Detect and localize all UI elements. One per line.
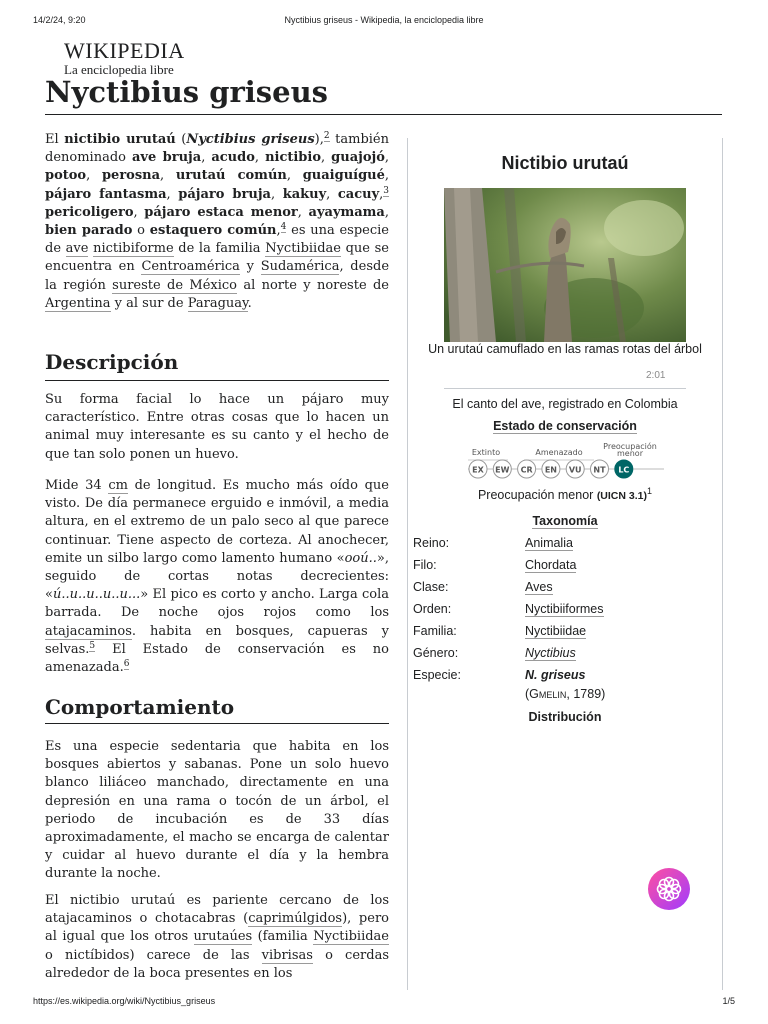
authority-link[interactable]: Gmelin bbox=[529, 687, 567, 701]
ref-link[interactable]: 3 bbox=[383, 185, 390, 196]
section-divider bbox=[45, 380, 389, 381]
taxonomy-value[interactable]: Nyctibiidae bbox=[525, 624, 587, 638]
status-code-ew: EW bbox=[495, 465, 510, 475]
ref-link[interactable]: 1 bbox=[647, 486, 653, 496]
taxonomy-value[interactable]: Nyctibius bbox=[525, 646, 576, 660]
audio-duration: 2:01 bbox=[646, 370, 666, 381]
audio-caption: El canto del ave, registrado en Colombia bbox=[452, 397, 678, 411]
heading-comportamiento: Comportamiento bbox=[45, 695, 235, 719]
link-argentina[interactable]: Argentina bbox=[45, 295, 111, 311]
link-paraguay[interactable]: Paraguay bbox=[187, 295, 248, 311]
ref-link[interactable]: 4 bbox=[280, 222, 287, 233]
print-date: 14/2/24, 9:20 bbox=[33, 15, 86, 25]
link-vibrisas[interactable]: vibrisas bbox=[261, 947, 313, 963]
floating-assistant-button[interactable] bbox=[648, 868, 690, 910]
taxonomy-rank: Orden: bbox=[413, 602, 452, 616]
link-urutaues[interactable]: urutaúes bbox=[193, 929, 253, 945]
taxonomy-rank: Reino: bbox=[413, 536, 450, 550]
audio-player-bar[interactable] bbox=[444, 388, 686, 389]
taxonomy-rank: Clase: bbox=[413, 580, 449, 594]
conservation-status-scale bbox=[464, 438, 674, 488]
label-extinct: Extinto bbox=[471, 448, 501, 457]
behavior-paragraph-1: Es una especie sedentaria que habita en los bosques abiertos y sabanas. Pone un solo huevo blanco liliáceo manchado, directamente en una depresión en una rama o tocón de un árbol, el periodo de incubación es de 33 días aproximadamente, el macho se encarga de calentar y cuidar al huevo durante el día y la hembra durante la noche. bbox=[45, 739, 389, 882]
description-paragraph-2: Mide 34 cm de longitud. Es mucho más oído que visto. De día permanece erguido e inmóvil, a media altura, en el extremo de un palo seco al que parece continuar. Tiene aspecto de corteza. Al anochecer, emite un silbo largo como lamento humano «ooú..», seguido de cortas notas decrecientes: «ú..u..u..u..u...» El pico es corto y ancho. Larga cola barrada. De noche ojos rojos como los atajacaminos. habita en bosques, capueras y selvas.$^5$ El Estado de conservación es no amenazada.$^6$ bbox=[45, 478, 389, 676]
flower-icon bbox=[648, 868, 690, 910]
label-least-concern-2: menor bbox=[617, 449, 643, 458]
behavior-paragraph-2: El nictibio urutaú es pariente cercano de los atajacaminos o chotacabras (caprimúlgidos), pero al igual que los otros urutaúes (familia Nyctibiidae o nictíbidos) carece de las vibrisas o cerdas alrededor de la boca presentes en los bbox=[45, 893, 390, 981]
bird-photo-image bbox=[444, 188, 686, 342]
taxonomy-heading[interactable]: Taxonomía bbox=[532, 514, 598, 528]
status-code-vu: VU bbox=[568, 465, 582, 475]
status-source[interactable]: (UICN 3.1) bbox=[596, 490, 647, 502]
taxonomy-value[interactable]: Chordata bbox=[525, 558, 577, 572]
ref-link[interactable]: 6 bbox=[123, 659, 130, 670]
distribution-heading: Distribución bbox=[528, 710, 602, 724]
bird-photo[interactable] bbox=[444, 188, 686, 342]
taxonomy-value: N. griseus bbox=[525, 668, 586, 682]
status-code-nt: NT bbox=[593, 465, 606, 475]
status-text[interactable]: Preocupación menor bbox=[477, 488, 594, 502]
page-title: Nyctibius griseus bbox=[45, 75, 328, 109]
status-code-en: EN bbox=[544, 465, 557, 475]
taxonomy-value[interactable]: Animalia bbox=[525, 536, 573, 550]
link-atajacaminos[interactable]: atajacaminos bbox=[45, 623, 132, 639]
intro-paragraph: El nictibio urutaú (Nyctibius griseus),$^2$ también denominado ave bruja, acudo, nictibio, guajojó, potoo, perosna, urutaú común, guaiguígué, pájaro fantasma, pájaro bruja, kakuy, cacuy,$^3$ pericoligero, pájaro estaca menor, ayaymama, bien parado o estaquero común,$^4$ es una especie de ave nictibiforme de la familia Nyctibiidae que se encuentra en Centroamérica y Sudamérica, desde la región sureste de México al norte y noreste de Argentina y al sur de Paraguay. bbox=[45, 131, 390, 311]
title-divider bbox=[45, 114, 722, 115]
link-cm[interactable]: cm bbox=[108, 478, 128, 493]
taxonomy-authority: (Gmelin, 1789) bbox=[525, 687, 606, 701]
taxobox bbox=[407, 138, 723, 990]
logo-tagline: La enciclopedia libre bbox=[64, 62, 174, 77]
link-centroamerica[interactable]: Centroamérica bbox=[141, 259, 240, 275]
logo-wordmark: WIKIPEDIA bbox=[64, 38, 185, 63]
conservation-heading[interactable]: Estado de conservación bbox=[493, 419, 637, 433]
taxonomy-rank: Especie: bbox=[413, 668, 461, 682]
link-nyctibiidae[interactable]: Nyctibiidae bbox=[313, 929, 390, 945]
status-code-cr: CR bbox=[520, 465, 533, 475]
taxonomy-rank: Familia: bbox=[413, 624, 457, 638]
taxobox-title: Nictibio urutaú bbox=[501, 153, 629, 173]
taxonomy-value[interactable]: Nyctibiiformes bbox=[525, 602, 604, 616]
description-paragraph-1: Su forma facial lo hace un pájaro muy característico. Entre otras cosas que lo hacen un animal muy interesante es su canto y el hecho de que tan solo ponen un huevo. bbox=[45, 392, 389, 462]
link-sureste-mexico[interactable]: sureste de México bbox=[112, 277, 238, 293]
status-code-ex: EX bbox=[472, 465, 484, 475]
print-title: Nyctibius griseus - Wikipedia, la enciclopedia libre bbox=[284, 15, 484, 25]
conservation-status bbox=[408, 488, 722, 502]
heading-descripcion: Descripción bbox=[45, 350, 179, 374]
link-ave[interactable]: ave bbox=[65, 241, 89, 257]
taxonomy-rank: Filo: bbox=[413, 558, 437, 572]
link-caprimulgidos[interactable]: caprimúlgidos bbox=[248, 911, 343, 927]
taxonomy-rank: Género: bbox=[413, 646, 459, 660]
link-nictibiforme[interactable]: nictibiforme bbox=[93, 241, 174, 257]
taxonomy-value[interactable]: Aves bbox=[525, 580, 553, 594]
link-sudamerica[interactable]: Sudamérica bbox=[260, 259, 340, 275]
ref-link[interactable]: 5 bbox=[89, 640, 96, 651]
status-code-lc: LC bbox=[618, 465, 630, 475]
label-threatened: Amenazado bbox=[535, 448, 583, 457]
label-least-concern-1: Preocupación bbox=[603, 442, 657, 451]
photo-caption: Un urutaú camuflado en las ramas rotas del árbol bbox=[428, 342, 702, 356]
print-url: https://es.wikipedia.org/wiki/Nyctibius_griseus bbox=[33, 996, 216, 1006]
ref-link[interactable]: 2 bbox=[323, 131, 330, 141]
link-nyctibiidae[interactable]: Nyctibiidae bbox=[265, 241, 341, 257]
section-divider bbox=[45, 723, 389, 724]
print-page-number: 1/5 bbox=[722, 996, 735, 1006]
